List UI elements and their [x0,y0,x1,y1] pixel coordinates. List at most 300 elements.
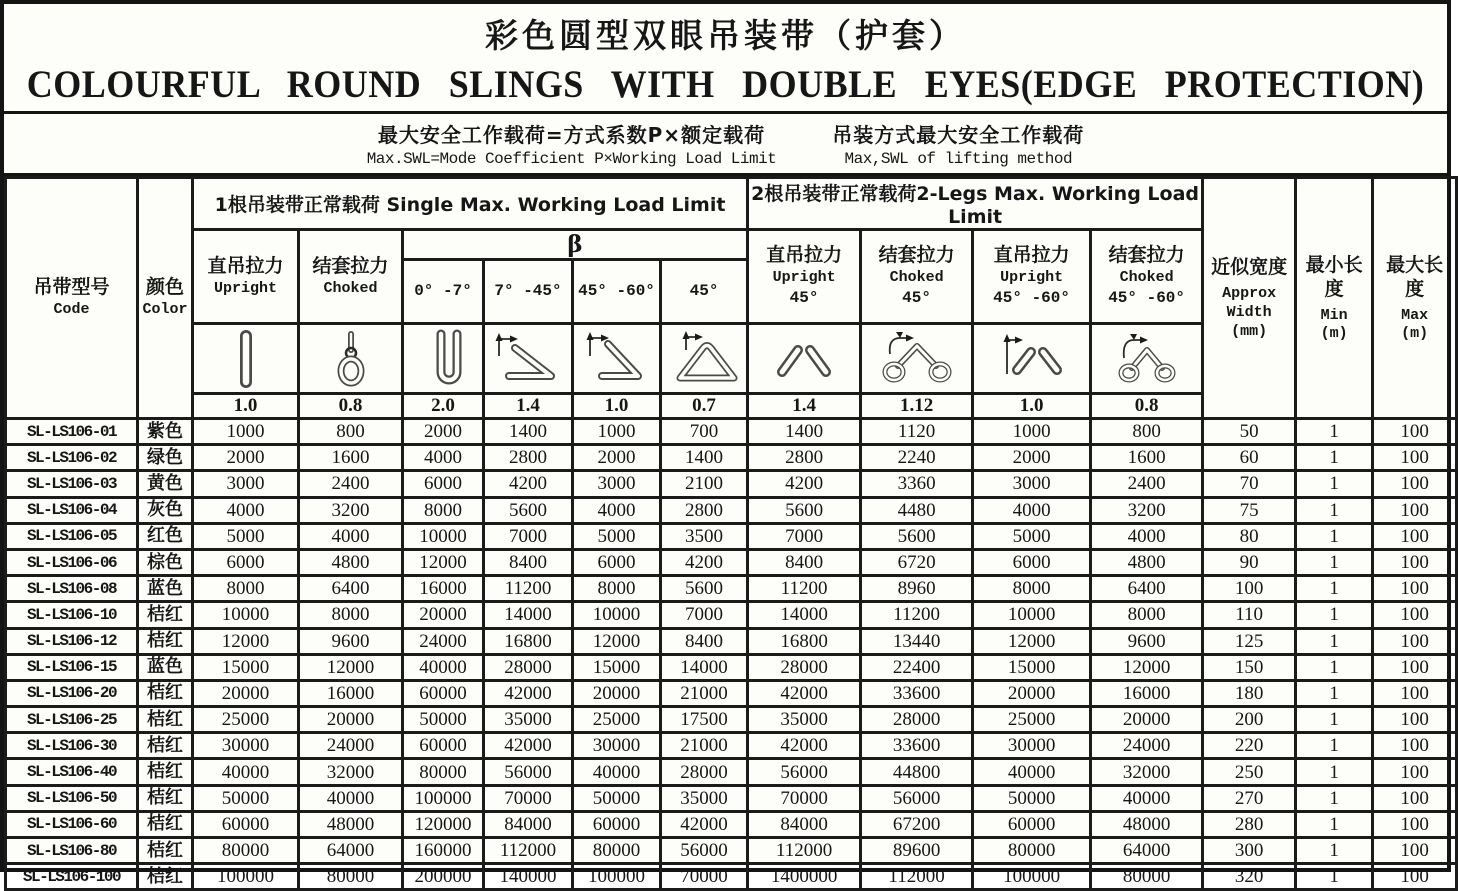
width-header-cn: 近似宽度 [1211,256,1288,279]
value-cell: 8400 [748,549,861,575]
value-cell: 100 [1373,523,1457,549]
value-cell: 20000 [403,602,484,628]
code-cell: SL-LS106-10 [6,602,138,628]
value-cell: 60000 [193,811,299,837]
value-cell: 70000 [748,785,861,811]
table-row [6,811,1457,837]
value-cell: 70000 [661,864,748,890]
beta-angle-label: 45° -60° [578,282,655,301]
value-cell: 100 [1373,838,1457,864]
color-cell: 紫色 [138,419,193,445]
coefficient-cell: 1.0 [973,394,1091,419]
value-cell: 12000 [299,654,403,680]
value-cell: 100 [1373,497,1457,523]
value-cell: 7000 [661,602,748,628]
value-cell: 100 [1373,759,1457,785]
beta-angle-label: 45° [689,282,719,301]
legs-col-angle: 45° [789,288,819,307]
value-cell: 1400 [484,419,573,445]
value-cell: 25000 [193,707,299,733]
value-cell: 2000 [193,445,299,471]
value-cell: 8000 [1091,602,1203,628]
color-cell: 桔红 [138,864,193,890]
code-header-cn: 吊带型号 [33,276,110,299]
value-cell: 1400 [748,419,861,445]
value-cell: 1400000 [748,864,861,890]
value-cell: 80000 [193,838,299,864]
coefficient-cell: 1.4 [748,394,861,419]
value-cell: 5000 [193,523,299,549]
value-cell: 1000 [573,419,661,445]
sling-upright-icon [193,324,299,394]
value-cell: 2800 [748,445,861,471]
code-cell: SL-LS106-03 [6,471,138,497]
table-row [6,680,1457,706]
value-cell: 50000 [573,785,661,811]
color-cell: 桔红 [138,602,193,628]
min-length-header [1296,178,1373,419]
value-cell: 100 [1373,576,1457,602]
code-cell: SL-LS106-02 [6,445,138,471]
single-leg-group-header: 1根吊装带正常载荷 Single Max. Working Load Limit [193,178,748,230]
value-cell: 2000 [573,445,661,471]
color-cell: 蓝色 [138,654,193,680]
value-cell: 5600 [661,576,748,602]
table-row [6,497,1457,523]
sling-basket-7-45-icon [484,324,573,394]
value-cell: 250 [1203,759,1296,785]
min-header-en: Min [1320,306,1348,324]
value-cell: 30000 [573,733,661,759]
value-cell: 50000 [403,707,484,733]
legs-choked-45-header [861,230,973,324]
value-cell: 1400 [661,445,748,471]
sling-choked-icon [299,324,403,394]
value-cell: 12000 [403,549,484,575]
value-cell: 16000 [403,576,484,602]
value-cell: 112000 [861,864,973,890]
value-cell: 1 [1296,733,1373,759]
value-cell: 4000 [193,497,299,523]
value-cell: 1120 [861,419,973,445]
value-cell: 100 [1373,707,1457,733]
value-cell: 125 [1203,628,1296,654]
code-cell: SL-LS106-15 [6,654,138,680]
value-cell: 11200 [748,576,861,602]
table-row [6,864,1457,890]
choked-header-cn: 结套拉力 [312,254,389,277]
value-cell: 60000 [403,680,484,706]
two-leg-choked-45-60-icon [1091,324,1203,394]
value-cell: 6000 [403,471,484,497]
value-cell: 4000 [573,497,661,523]
code-cell: SL-LS106-01 [6,419,138,445]
value-cell: 4000 [403,445,484,471]
value-cell: 67200 [861,811,973,837]
value-cell: 70 [1203,471,1296,497]
value-cell: 25000 [973,707,1091,733]
value-cell: 100 [1373,864,1457,890]
max-length-header [1373,178,1457,419]
legs-col-cn: 结套拉力 [878,244,955,267]
value-cell: 1 [1296,602,1373,628]
value-cell: 90 [1203,549,1296,575]
value-cell: 15000 [973,654,1091,680]
value-cell: 14000 [748,602,861,628]
value-cell: 3000 [193,471,299,497]
value-cell: 13440 [861,628,973,654]
value-cell: 80000 [1091,864,1203,890]
legs-col-cn: 结套拉力 [1108,244,1185,267]
formula-band [4,114,1447,176]
value-cell: 220 [1203,733,1296,759]
color-header-en: Color [142,301,188,319]
swl-formula [367,119,777,168]
color-cell: 桔红 [138,680,193,706]
value-cell: 6400 [1091,576,1203,602]
value-cell: 100 [1373,602,1457,628]
value-cell: 28000 [861,707,973,733]
value-cell: 6400 [299,576,403,602]
code-cell: SL-LS106-80 [6,838,138,864]
beta-angle-45-60 [573,260,661,324]
code-cell: SL-LS106-100 [6,864,138,890]
legs-col-cn: 直吊拉力 [993,244,1070,267]
value-cell: 42000 [748,733,861,759]
legs-col-angle: 45° -60° [1108,288,1185,307]
value-cell: 1 [1296,419,1373,445]
value-cell: 50000 [973,785,1091,811]
value-cell: 20000 [573,680,661,706]
code-cell: SL-LS106-25 [6,707,138,733]
value-cell: 16800 [748,628,861,654]
value-cell: 80000 [299,864,403,890]
width-header-en: Approx Width [1222,284,1277,322]
beta-angle-label: 0° -7° [414,282,472,301]
two-leg-upright-45-icon [748,324,861,394]
value-cell: 40000 [299,785,403,811]
lifting-method-en: Max,SWL of lifting method [844,150,1073,168]
beta-angle-45 [661,260,748,324]
table-row [6,471,1457,497]
value-cell: 1 [1296,628,1373,654]
value-cell: 33600 [861,680,973,706]
max-header-cn: 最大长度 [1386,254,1444,300]
value-cell: 5600 [861,523,973,549]
value-cell: 60000 [403,733,484,759]
color-header-cn: 颜色 [145,276,184,299]
value-cell: 1600 [299,445,403,471]
value-cell: 42000 [484,680,573,706]
value-cell: 28000 [661,759,748,785]
value-cell: 80000 [403,759,484,785]
value-cell: 4800 [1091,549,1203,575]
value-cell: 3360 [861,471,973,497]
value-cell: 3500 [661,523,748,549]
value-cell: 44800 [861,759,973,785]
sling-basket-0-7-icon [403,324,484,394]
value-cell: 3200 [1091,497,1203,523]
value-cell: 10000 [573,602,661,628]
value-cell: 7000 [484,523,573,549]
color-cell: 桔红 [138,733,193,759]
value-cell: 10000 [403,523,484,549]
code-cell: SL-LS106-30 [6,733,138,759]
value-cell: 2400 [1091,471,1203,497]
lifting-method-note [832,119,1084,168]
value-cell: 4000 [299,523,403,549]
value-cell: 100 [1373,549,1457,575]
value-cell: 8400 [661,628,748,654]
swl-formula-cn: 最大安全工作载荷=方式系数P×额定载荷 [377,123,766,147]
code-column-header [6,178,138,419]
code-cell: SL-LS106-06 [6,549,138,575]
upright-header-en: Upright [213,279,277,297]
code-cell: SL-LS106-08 [6,576,138,602]
value-cell: 12000 [973,628,1091,654]
value-cell: 1000 [973,419,1091,445]
value-cell: 1 [1296,549,1373,575]
legs-choked-45-60-header [1091,230,1203,324]
value-cell: 1 [1296,471,1373,497]
coefficient-cell: 2.0 [403,394,484,419]
value-cell: 84000 [748,811,861,837]
value-cell: 28000 [484,654,573,680]
value-cell: 40000 [1091,785,1203,811]
coefficient-cell: 1.0 [193,394,299,419]
value-cell: 20000 [299,707,403,733]
coefficient-cell: 0.7 [661,394,748,419]
color-cell: 桔红 [138,628,193,654]
value-cell: 15000 [193,654,299,680]
value-cell: 40000 [193,759,299,785]
table-row [6,523,1457,549]
value-cell: 120000 [403,811,484,837]
value-cell: 20000 [973,680,1091,706]
legs-col-cn: 直吊拉力 [766,244,843,267]
value-cell: 12000 [573,628,661,654]
legs-col-en: Choked [889,269,944,287]
color-cell: 桔红 [138,759,193,785]
value-cell: 5000 [573,523,661,549]
value-cell: 1 [1296,654,1373,680]
value-cell: 4000 [1091,523,1203,549]
value-cell: 28000 [748,654,861,680]
sling-spec-table [4,176,1458,891]
table-row [6,838,1457,864]
value-cell: 180 [1203,680,1296,706]
coefficient-cell: 0.8 [299,394,403,419]
min-header-cn: 最小长度 [1305,254,1363,300]
code-cell: SL-LS106-50 [6,785,138,811]
value-cell: 100 [1373,680,1457,706]
value-cell: 1600 [1091,445,1203,471]
value-cell: 35000 [661,785,748,811]
value-cell: 1 [1296,707,1373,733]
value-cell: 100 [1373,628,1457,654]
value-cell: 9600 [1091,628,1203,654]
code-cell: SL-LS106-12 [6,628,138,654]
value-cell: 4000 [973,497,1091,523]
value-cell: 84000 [484,811,573,837]
max-header-unit: (m) [1401,325,1429,342]
code-cell: SL-LS106-04 [6,497,138,523]
value-cell: 1 [1296,680,1373,706]
value-cell: 32000 [1091,759,1203,785]
value-cell: 8000 [299,602,403,628]
swl-formula-en: Max.SWL=Mode Coefficient P×Working Load Limit [366,150,777,168]
value-cell: 1 [1296,576,1373,602]
sling-basket-45-icon [661,324,748,394]
value-cell: 60000 [573,811,661,837]
value-cell: 800 [1091,419,1203,445]
value-cell: 22400 [861,654,973,680]
value-cell: 1000 [193,419,299,445]
value-cell: 100 [1373,471,1457,497]
value-cell: 30000 [973,733,1091,759]
table-row [6,419,1457,445]
value-cell: 140000 [484,864,573,890]
value-cell: 35000 [748,707,861,733]
value-cell: 12000 [1091,654,1203,680]
legs-col-en: Choked [1119,269,1174,287]
value-cell: 56000 [484,759,573,785]
table-row [6,785,1457,811]
value-cell: 100 [1373,445,1457,471]
color-cell: 桔红 [138,707,193,733]
value-cell: 4200 [661,549,748,575]
two-leg-group-header: 2根吊装带正常载荷2-Legs Max. Working Load Limit [748,178,1203,230]
code-cell: SL-LS106-05 [6,523,138,549]
value-cell: 100 [1373,654,1457,680]
value-cell: 8000 [573,576,661,602]
value-cell: 48000 [1091,811,1203,837]
approx-width-header [1203,178,1296,419]
color-cell: 蓝色 [138,576,193,602]
value-cell: 1 [1296,811,1373,837]
value-cell: 3000 [573,471,661,497]
value-cell: 42000 [661,811,748,837]
color-cell: 桔红 [138,838,193,864]
value-cell: 1 [1296,523,1373,549]
value-cell: 21000 [661,680,748,706]
choked-column-header [299,230,403,324]
value-cell: 1 [1296,445,1373,471]
value-cell: 100 [1373,785,1457,811]
value-cell: 12000 [193,628,299,654]
value-cell: 100 [1373,733,1457,759]
beta-angle-0-7 [403,260,484,324]
legs-upright-45-header [748,230,861,324]
value-cell: 24000 [299,733,403,759]
color-cell: 绿色 [138,445,193,471]
table-row [6,576,1457,602]
value-cell: 6720 [861,549,973,575]
value-cell: 4200 [484,471,573,497]
value-cell: 8400 [484,549,573,575]
value-cell: 2240 [861,445,973,471]
color-cell: 桔红 [138,811,193,837]
value-cell: 11200 [861,602,973,628]
beta-angle-label: 7° -45° [494,282,562,301]
value-cell: 2400 [299,471,403,497]
value-cell: 16000 [1091,680,1203,706]
value-cell: 100000 [403,785,484,811]
value-cell: 64000 [1091,838,1203,864]
color-cell: 棕色 [138,549,193,575]
value-cell: 150 [1203,654,1296,680]
legs-upright-45-60-header [973,230,1091,324]
value-cell: 70000 [484,785,573,811]
value-cell: 20000 [193,680,299,706]
coefficient-cell: 0.8 [1091,394,1203,419]
value-cell: 56000 [661,838,748,864]
value-cell: 32000 [299,759,403,785]
value-cell: 1 [1296,838,1373,864]
value-cell: 100 [1203,576,1296,602]
value-cell: 2000 [403,419,484,445]
value-cell: 4200 [748,471,861,497]
value-cell: 8000 [193,576,299,602]
value-cell: 1 [1296,864,1373,890]
max-header-en: Max [1401,306,1429,324]
upright-column-header [193,230,299,324]
value-cell: 2800 [484,445,573,471]
value-cell: 8960 [861,576,973,602]
code-header-en: Code [53,301,90,319]
table-row [6,759,1457,785]
value-cell: 42000 [484,733,573,759]
value-cell: 80 [1203,523,1296,549]
value-cell: 2100 [661,471,748,497]
value-cell: 6000 [973,549,1091,575]
color-cell: 黄色 [138,471,193,497]
value-cell: 7000 [748,523,861,549]
value-cell: 270 [1203,785,1296,811]
legs-col-en: Upright [772,269,836,287]
value-cell: 42000 [748,680,861,706]
value-cell: 100000 [973,864,1091,890]
value-cell: 8000 [973,576,1091,602]
value-cell: 10000 [973,602,1091,628]
value-cell: 3200 [299,497,403,523]
value-cell: 56000 [748,759,861,785]
two-leg-upright-45-60-icon [973,324,1091,394]
value-cell: 11200 [484,576,573,602]
beta-header [403,230,748,260]
value-cell: 2000 [973,445,1091,471]
value-cell: 5600 [484,497,573,523]
value-cell: 35000 [484,707,573,733]
coefficient-cell: 1.12 [861,394,973,419]
value-cell: 100 [1373,811,1457,837]
value-cell: 800 [299,419,403,445]
table-row [6,654,1457,680]
value-cell: 40000 [573,759,661,785]
value-cell: 4480 [861,497,973,523]
value-cell: 100000 [573,864,661,890]
value-cell: 8000 [403,497,484,523]
table-row [6,628,1457,654]
value-cell: 40000 [973,759,1091,785]
value-cell: 14000 [661,654,748,680]
value-cell: 112000 [484,838,573,864]
value-cell: 200000 [403,864,484,890]
color-cell: 灰色 [138,497,193,523]
value-cell: 17500 [661,707,748,733]
beta-symbol: β [567,231,583,258]
beta-angle-7-45 [484,260,573,324]
